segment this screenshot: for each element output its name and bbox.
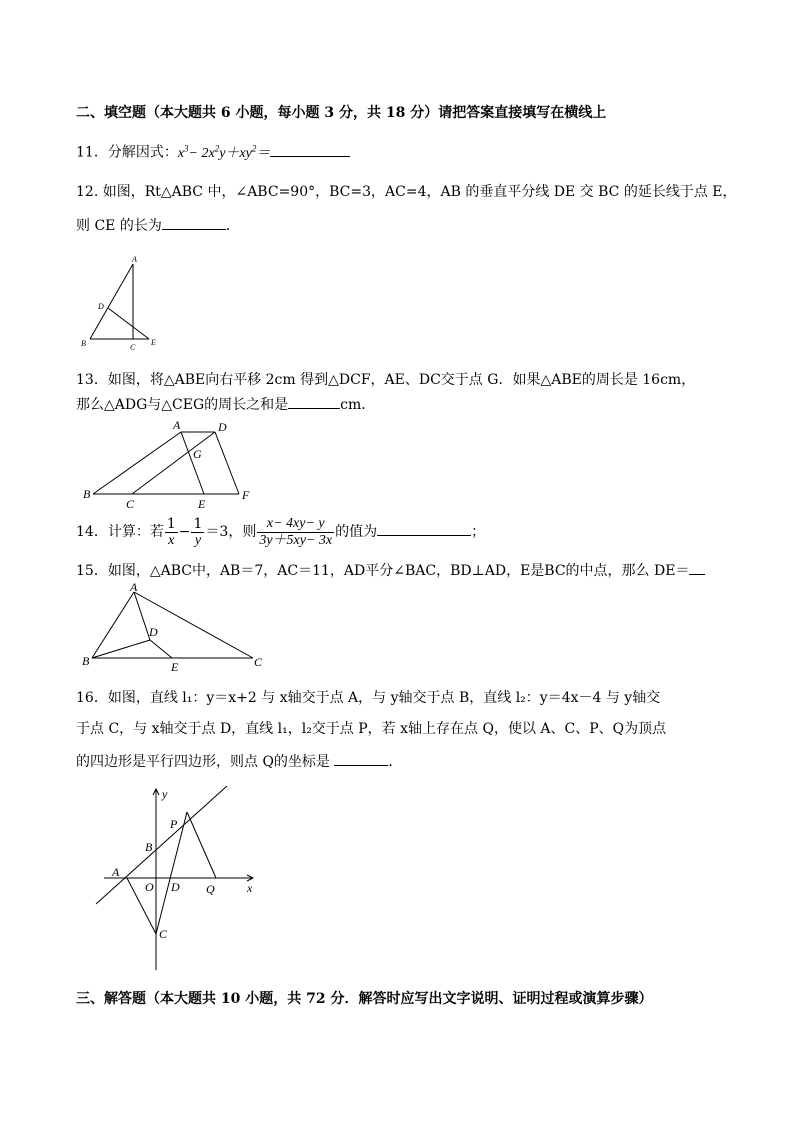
q13-line2-text: 那么△ADG与△CEG的周长之和是 xyxy=(76,397,289,413)
question-14 xyxy=(76,515,485,549)
q14-fraction-1 xyxy=(165,516,178,549)
question-15 xyxy=(76,560,705,580)
q14-frac2-num: 1 xyxy=(193,515,203,532)
q15-segment-ab xyxy=(92,592,134,658)
q16-line2: 于点 C，与 x轴交于点 D，直线 l₁，l₂交于点 P，若 x轴上存在点 Q，使以 A、C、P、Q为顶点 xyxy=(76,721,667,737)
q12-line2 xyxy=(76,215,240,235)
q14-prefix: 14．计算：若 xyxy=(76,524,164,540)
q16-label-x: x xyxy=(247,881,253,895)
q13-segment-ae xyxy=(181,432,204,494)
q15-segment-bd xyxy=(92,640,150,658)
q14-frac2-den: y xyxy=(194,532,202,548)
q13-label-c: C xyxy=(126,497,135,510)
q14-fraction-2 xyxy=(191,516,204,549)
q15-label-d: D xyxy=(149,625,158,639)
q14-frac1-num: 1 xyxy=(166,515,176,532)
q12-answer-blank[interactable] xyxy=(162,215,226,230)
q13-line1: 13．如图，将△ABE向右平移 2cm 得到△DCF，AE、DC交于点 G．如果△ABE的周长是 16cm， xyxy=(76,372,696,388)
q14-frac3-den: 3y＋5xy− 3x xyxy=(259,532,333,548)
q16-line3 xyxy=(76,751,402,771)
q13-label-a: A xyxy=(173,418,181,432)
q12-line2-text: 则 CE 的长为 xyxy=(76,218,162,234)
q16-label-p: P xyxy=(170,817,178,831)
q12-figure xyxy=(76,252,176,352)
section-3-title: 三、解答题（本大题共 10 小题，共 72 分．解答时应写出文字说明、证明过程或演算步骤） xyxy=(76,991,653,1007)
q15-answer-blank[interactable] xyxy=(689,560,705,575)
q14-end: ； xyxy=(471,524,486,540)
q12-segment-de xyxy=(108,308,149,339)
q16-line3-text: 的四边形是平行四边形，则点 Q的坐标是 xyxy=(76,754,330,770)
q16-label-q: Q xyxy=(206,882,215,896)
q11-expression: $x^3- 2x^2y+xy^2=$ xyxy=(177,143,271,161)
q13-label-f: F xyxy=(242,488,250,502)
q13-line2-end: cm． xyxy=(340,397,376,413)
q11-answer-blank[interactable] xyxy=(270,142,350,157)
q13-line2 xyxy=(76,394,375,414)
q15-segment-de xyxy=(150,640,172,658)
q15-figure xyxy=(78,580,270,676)
q14-minus: − xyxy=(178,524,191,540)
q15-label-b: B xyxy=(82,654,90,668)
q16-label-a: A xyxy=(112,865,120,879)
q12-label-e: E xyxy=(151,338,156,347)
q12-label-b: B xyxy=(81,339,86,348)
q11-prefix: 11．分解因式： xyxy=(76,144,178,161)
q15-label-e: E xyxy=(171,660,179,674)
question-11 xyxy=(76,139,350,163)
q16-label-d: D xyxy=(171,880,180,894)
q16-segment-pq xyxy=(187,812,216,878)
q13-figure xyxy=(80,414,260,510)
q16-line1: 16．如图，直线 l₁：y＝x+2 与 x轴交于点 A，与 y轴交于点 B，直线 l₂：y＝4x－4 与 y轴交 xyxy=(76,690,661,706)
q13-segment-df xyxy=(215,432,239,494)
q13-answer-blank[interactable] xyxy=(288,394,340,409)
q12-line1: 12. 如图，Rt△ABC 中，∠ABC=90°，BC=3，AC=4，AB 的垂直平分线 DE 交 BC 的延长线于点 E， xyxy=(76,184,737,200)
q13-segment-ab xyxy=(93,432,181,494)
q16-label-y: y xyxy=(162,787,168,801)
q13-label-g: G xyxy=(193,447,202,461)
q14-fraction-3 xyxy=(257,516,334,549)
q14-answer-blank[interactable] xyxy=(377,521,471,536)
q15-text: 15．如图，△ABC中，AB＝7，AC＝11，AD平分∠BAC，BD⊥AD，E是BC的中点，那么 DE＝ xyxy=(76,563,690,579)
q14-frac3-num: x− 4xy− y xyxy=(257,516,334,533)
q14-frac1-den: x xyxy=(168,532,175,548)
q13-label-d: D xyxy=(218,420,227,434)
q13-label-b: B xyxy=(83,487,91,501)
q16-label-o: O xyxy=(145,880,154,894)
q12-label-c: C xyxy=(130,343,136,352)
q12-segment-ab xyxy=(90,264,133,339)
q14-equals: ＝3，则 xyxy=(205,524,257,540)
q15-label-c: C xyxy=(254,655,263,669)
q12-label-d: D xyxy=(98,302,104,311)
q16-label-b: B xyxy=(145,840,153,854)
q15-label-a: A xyxy=(130,580,138,594)
section-2-title: 二、填空题（本大题共 6 小题，每小题 3 分，共 18 分）请把答案直接填写在横线上 xyxy=(76,105,607,121)
q16-label-c: C xyxy=(159,927,168,941)
q16-figure xyxy=(90,782,270,972)
q16-line3-end: ． xyxy=(388,754,403,770)
q12-line2-end: ． xyxy=(225,218,240,234)
q12-label-a: A xyxy=(132,255,137,264)
q13-label-e: E xyxy=(198,497,206,510)
q13-segment-dc xyxy=(132,432,215,494)
q16-answer-blank[interactable] xyxy=(334,751,388,766)
q14-suffix: 的值为 xyxy=(335,524,378,540)
